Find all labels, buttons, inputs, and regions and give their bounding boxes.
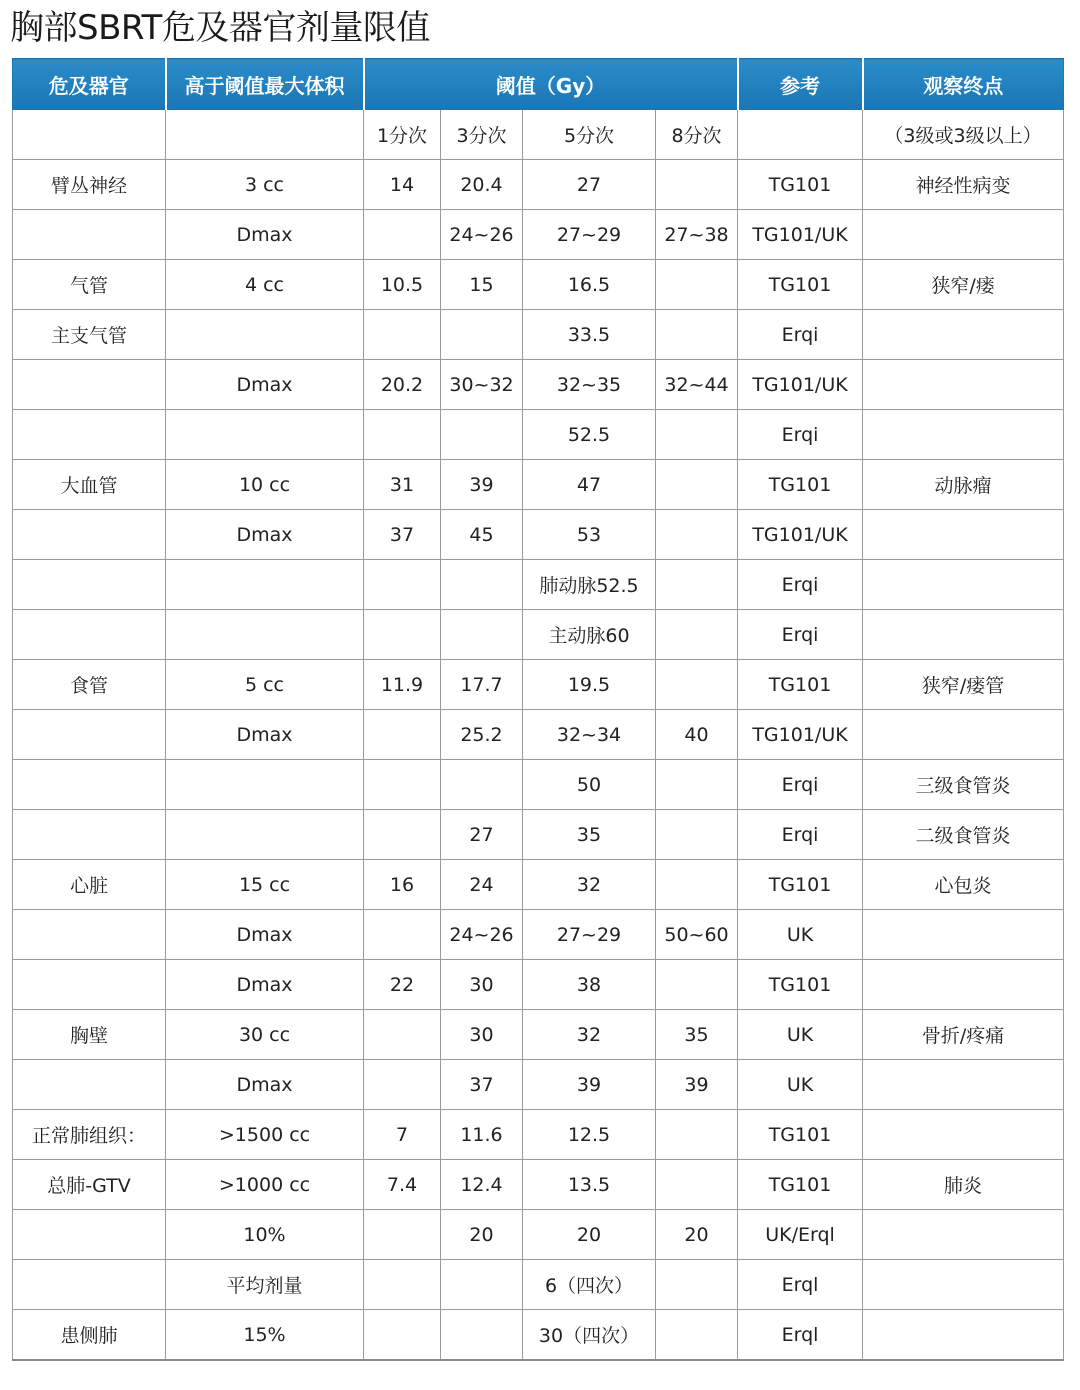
organ-cell xyxy=(13,1060,166,1110)
table-row xyxy=(13,660,1064,710)
reference-cell: UK/Erql xyxy=(738,1210,863,1260)
volume-cell: Dmax xyxy=(166,360,364,410)
dose-5-fraction-cell: 20 xyxy=(523,1210,656,1260)
dose-8-fraction-cell xyxy=(656,1110,738,1160)
dose-5-fraction-cell: 27~29 xyxy=(523,910,656,960)
dose-3-fraction-cell: 30 xyxy=(441,1010,523,1060)
organ-cell: 总肺-GTV xyxy=(13,1160,166,1210)
organ-cell: 患侧肺 xyxy=(13,1310,166,1361)
reference-cell: Erqi xyxy=(738,810,863,860)
table-row xyxy=(13,410,1064,460)
reference-cell: Erqi xyxy=(738,310,863,360)
organ-cell xyxy=(13,1260,166,1310)
reference-cell: TG101/UK xyxy=(738,360,863,410)
volume-cell xyxy=(166,310,364,360)
volume-cell: 10% xyxy=(166,1210,364,1260)
dose-3-fraction-cell: 37 xyxy=(441,1060,523,1110)
dose-1-fraction-cell: 16 xyxy=(364,860,441,910)
endpoint-cell xyxy=(863,560,1064,610)
dose-8-fraction-cell xyxy=(656,660,738,710)
dose-3-fraction-cell xyxy=(441,310,523,360)
dose-3-fraction-cell: 17.7 xyxy=(441,660,523,710)
dose-3-fraction-cell: 24 xyxy=(441,860,523,910)
dose-1-fraction-cell xyxy=(364,560,441,610)
organ-cell xyxy=(13,510,166,560)
table-row xyxy=(13,1110,1064,1160)
dose-5-fraction-cell: 12.5 xyxy=(523,1110,656,1160)
reference-cell: UK xyxy=(738,1060,863,1110)
organ-cell xyxy=(13,1210,166,1260)
reference-cell: Erqi xyxy=(738,410,863,460)
dose-3-fraction-cell: 20.4 xyxy=(441,160,523,210)
dose-8-fraction-cell: 20 xyxy=(656,1210,738,1260)
volume-cell: 30 cc xyxy=(166,1010,364,1060)
dose-1-fraction-cell: 37 xyxy=(364,510,441,560)
organ-cell xyxy=(13,910,166,960)
dose-1-fraction-cell xyxy=(364,1060,441,1110)
volume-cell: 4 cc xyxy=(166,260,364,310)
table-row xyxy=(13,1010,1064,1060)
reference-cell: TG101 xyxy=(738,1160,863,1210)
organ-cell xyxy=(13,560,166,610)
reference-cell: Erql xyxy=(738,1310,863,1361)
dose-1-fraction-cell xyxy=(364,210,441,260)
endpoint-cell xyxy=(863,1310,1064,1361)
dose-3-fraction-cell xyxy=(441,1260,523,1310)
organ-cell xyxy=(13,760,166,810)
dose-3-fraction-cell: 30~32 xyxy=(441,360,523,410)
endpoint-cell xyxy=(863,1210,1064,1260)
organ-cell xyxy=(13,960,166,1010)
dose-1-fraction-cell xyxy=(364,610,441,660)
organ-cell: 主支气管 xyxy=(13,310,166,360)
table-row xyxy=(13,1260,1064,1310)
dose-5-fraction-cell: 13.5 xyxy=(523,1160,656,1210)
volume-cell: >1000 cc xyxy=(166,1160,364,1210)
dose-3-fraction-cell: 24~26 xyxy=(441,210,523,260)
dose-1-fraction-cell: 7.4 xyxy=(364,1160,441,1210)
endpoint-cell xyxy=(863,410,1064,460)
reference-cell: TG101/UK xyxy=(738,210,863,260)
dose-3-fraction-cell: 20 xyxy=(441,1210,523,1260)
endpoint-cell: 神经性病变 xyxy=(863,160,1064,210)
endpoint-cell xyxy=(863,710,1064,760)
endpoint-cell xyxy=(863,1260,1064,1310)
endpoint-cell xyxy=(863,610,1064,660)
dose-8-fraction-cell: 32~44 xyxy=(656,360,738,410)
volume-cell: >1500 cc xyxy=(166,1110,364,1160)
volume-cell xyxy=(166,610,364,660)
dose-5-fraction-cell: 27 xyxy=(523,160,656,210)
dose-8-fraction-cell xyxy=(656,610,738,660)
reference-cell: TG101 xyxy=(738,860,863,910)
endpoint-cell xyxy=(863,360,1064,410)
reference-cell: TG101 xyxy=(738,460,863,510)
reference-cell: TG101 xyxy=(738,160,863,210)
organ-cell: 正常肺组织： xyxy=(13,1110,166,1160)
reference-cell: Erql xyxy=(738,1260,863,1310)
dose-8-fraction-cell xyxy=(656,760,738,810)
dose-3-fraction-cell: 12.4 xyxy=(441,1160,523,1210)
table-row xyxy=(13,860,1064,910)
endpoint-cell xyxy=(863,310,1064,360)
dose-1-fraction-cell: 10.5 xyxy=(364,260,441,310)
endpoint-cell: 动脉瘤 xyxy=(863,460,1064,510)
table-row xyxy=(13,960,1064,1010)
table-row xyxy=(13,510,1064,560)
volume-cell: Dmax xyxy=(166,710,364,760)
dose-8-fraction-cell xyxy=(656,460,738,510)
table-row xyxy=(13,710,1064,760)
dose-3-fraction-cell xyxy=(441,760,523,810)
volume-cell xyxy=(166,410,364,460)
reference-cell: Erqi xyxy=(738,560,863,610)
dose-5-fraction-cell: 50 xyxy=(523,760,656,810)
dose-5-fraction-cell: 5分次 xyxy=(523,110,656,160)
dose-1-fraction-cell: 22 xyxy=(364,960,441,1010)
dose-1-fraction-cell: 11.9 xyxy=(364,660,441,710)
table-row xyxy=(13,560,1064,610)
dose-8-fraction-cell: 35 xyxy=(656,1010,738,1060)
organ-cell: 大血管 xyxy=(13,460,166,510)
dose-1-fraction-cell xyxy=(364,760,441,810)
table-row xyxy=(13,310,1064,360)
volume-cell xyxy=(166,760,364,810)
organ-cell xyxy=(13,210,166,260)
dose-5-fraction-cell: 32 xyxy=(523,1010,656,1060)
organ-cell xyxy=(13,410,166,460)
endpoint-cell xyxy=(863,1060,1064,1110)
dose-3-fraction-cell xyxy=(441,560,523,610)
dose-8-fraction-cell: 50~60 xyxy=(656,910,738,960)
organ-cell: 胸壁 xyxy=(13,1010,166,1060)
dose-1-fraction-cell: 20.2 xyxy=(364,360,441,410)
table-row xyxy=(13,910,1064,960)
dose-limit-table xyxy=(12,58,1064,1361)
reference-cell: UK xyxy=(738,1010,863,1060)
dose-8-fraction-cell xyxy=(656,1160,738,1210)
table-row xyxy=(13,160,1064,210)
table-row xyxy=(13,1060,1064,1110)
dose-5-fraction-cell: 30（四次） xyxy=(523,1310,656,1361)
dose-5-fraction-cell: 32 xyxy=(523,860,656,910)
endpoint-cell: 心包炎 xyxy=(863,860,1064,910)
dose-8-fraction-cell xyxy=(656,860,738,910)
reference-cell: TG101 xyxy=(738,660,863,710)
dose-5-fraction-cell: 6（四次） xyxy=(523,1260,656,1310)
reference-cell: Erqi xyxy=(738,760,863,810)
dose-3-fraction-cell xyxy=(441,410,523,460)
dose-3-fraction-cell: 39 xyxy=(441,460,523,510)
reference-cell: TG101/UK xyxy=(738,710,863,760)
dose-5-fraction-cell: 39 xyxy=(523,1060,656,1110)
dose-5-fraction-cell: 52.5 xyxy=(523,410,656,460)
dose-3-fraction-cell: 24~26 xyxy=(441,910,523,960)
endpoint-cell: 二级食管炎 xyxy=(863,810,1064,860)
dose-5-fraction-cell: 主动脉60 xyxy=(523,610,656,660)
organ-cell xyxy=(13,710,166,760)
dose-1-fraction-cell xyxy=(364,710,441,760)
reference-cell: TG101 xyxy=(738,260,863,310)
dose-1-fraction-cell xyxy=(364,1310,441,1361)
endpoint-cell: 狭窄/瘘 xyxy=(863,260,1064,310)
table-row xyxy=(13,460,1064,510)
table-body xyxy=(13,110,1064,1361)
reference-cell: TG101 xyxy=(738,1110,863,1160)
dose-8-fraction-cell xyxy=(656,260,738,310)
dose-8-fraction-cell: 39 xyxy=(656,1060,738,1110)
endpoint-cell: （3级或3级以上） xyxy=(863,110,1064,160)
dose-1-fraction-cell xyxy=(364,1260,441,1310)
dose-3-fraction-cell: 15 xyxy=(441,260,523,310)
dose-8-fraction-cell xyxy=(656,1260,738,1310)
dose-8-fraction-cell: 8分次 xyxy=(656,110,738,160)
organ-cell xyxy=(13,110,166,160)
header-endpoint: 观察终点 xyxy=(863,59,1064,110)
table-row xyxy=(13,360,1064,410)
dose-1-fraction-cell: 31 xyxy=(364,460,441,510)
reference-cell: TG101/UK xyxy=(738,510,863,560)
table-row xyxy=(13,1160,1064,1210)
dose-3-fraction-cell: 3分次 xyxy=(441,110,523,160)
organ-cell xyxy=(13,610,166,660)
volume-cell xyxy=(166,110,364,160)
volume-cell: Dmax xyxy=(166,960,364,1010)
reference-cell xyxy=(738,110,863,160)
dose-3-fraction-cell: 27 xyxy=(441,810,523,860)
dose-8-fraction-cell xyxy=(656,410,738,460)
endpoint-cell: 三级食管炎 xyxy=(863,760,1064,810)
volume-cell: Dmax xyxy=(166,210,364,260)
dose-1-fraction-cell xyxy=(364,1010,441,1060)
dose-5-fraction-cell: 27~29 xyxy=(523,210,656,260)
reference-cell: UK xyxy=(738,910,863,960)
table-row xyxy=(13,260,1064,310)
organ-cell: 心脏 xyxy=(13,860,166,910)
table-row xyxy=(13,210,1064,260)
table-row xyxy=(13,610,1064,660)
page-title: 胸部SBRT危及器官剂量限值 xyxy=(10,8,430,48)
dose-1-fraction-cell xyxy=(364,410,441,460)
dose-8-fraction-cell xyxy=(656,560,738,610)
dose-8-fraction-cell xyxy=(656,1310,738,1361)
volume-cell: 15 cc xyxy=(166,860,364,910)
dose-5-fraction-cell: 35 xyxy=(523,810,656,860)
reference-cell: Erqi xyxy=(738,610,863,660)
dose-3-fraction-cell: 45 xyxy=(441,510,523,560)
endpoint-cell: 狭窄/瘘管 xyxy=(863,660,1064,710)
reference-cell: TG101 xyxy=(738,960,863,1010)
dose-1-fraction-cell xyxy=(364,1210,441,1260)
dose-8-fraction-cell xyxy=(656,510,738,560)
dose-1-fraction-cell: 1分次 xyxy=(364,110,441,160)
dose-5-fraction-cell: 53 xyxy=(523,510,656,560)
dose-8-fraction-cell: 27~38 xyxy=(656,210,738,260)
dose-5-fraction-cell: 38 xyxy=(523,960,656,1010)
dose-3-fraction-cell: 30 xyxy=(441,960,523,1010)
dose-3-fraction-cell xyxy=(441,1310,523,1361)
endpoint-cell xyxy=(863,210,1064,260)
volume-cell: 平均剂量 xyxy=(166,1260,364,1310)
header-organ: 危及器官 xyxy=(13,59,166,110)
volume-cell xyxy=(166,560,364,610)
table-row xyxy=(13,810,1064,860)
volume-cell: 15% xyxy=(166,1310,364,1361)
dose-5-fraction-cell: 肺动脉52.5 xyxy=(523,560,656,610)
dose-5-fraction-cell: 33.5 xyxy=(523,310,656,360)
dose-3-fraction-cell: 11.6 xyxy=(441,1110,523,1160)
organ-cell: 臂丛神经 xyxy=(13,160,166,210)
table-row xyxy=(13,760,1064,810)
volume-cell: 10 cc xyxy=(166,460,364,510)
endpoint-cell: 肺炎 xyxy=(863,1160,1064,1210)
dose-3-fraction-cell xyxy=(441,610,523,660)
endpoint-cell xyxy=(863,1110,1064,1160)
endpoint-cell xyxy=(863,910,1064,960)
dose-8-fraction-cell xyxy=(656,810,738,860)
volume-cell: Dmax xyxy=(166,1060,364,1110)
dose-5-fraction-cell: 47 xyxy=(523,460,656,510)
table-row xyxy=(13,1310,1064,1361)
dose-8-fraction-cell: 40 xyxy=(656,710,738,760)
dose-5-fraction-cell: 16.5 xyxy=(523,260,656,310)
volume-cell: 3 cc xyxy=(166,160,364,210)
endpoint-cell xyxy=(863,960,1064,1010)
dose-1-fraction-cell: 14 xyxy=(364,160,441,210)
organ-cell xyxy=(13,810,166,860)
volume-cell: 5 cc xyxy=(166,660,364,710)
header-reference: 参考 xyxy=(738,59,863,110)
header-volume: 高于阈值最大体积 xyxy=(166,59,364,110)
dose-8-fraction-cell xyxy=(656,160,738,210)
dose-5-fraction-cell: 32~35 xyxy=(523,360,656,410)
dose-5-fraction-cell: 32~34 xyxy=(523,710,656,760)
header-threshold: 阈值（Gy） xyxy=(364,59,738,110)
dose-1-fraction-cell xyxy=(364,310,441,360)
endpoint-cell xyxy=(863,510,1064,560)
dose-8-fraction-cell xyxy=(656,960,738,1010)
table-row xyxy=(13,110,1064,160)
dose-3-fraction-cell: 25.2 xyxy=(441,710,523,760)
table-header-row xyxy=(13,59,1064,110)
organ-cell: 食管 xyxy=(13,660,166,710)
organ-cell: 气管 xyxy=(13,260,166,310)
table-row xyxy=(13,1210,1064,1260)
volume-cell xyxy=(166,810,364,860)
dose-1-fraction-cell xyxy=(364,910,441,960)
dose-1-fraction-cell: 7 xyxy=(364,1110,441,1160)
volume-cell: Dmax xyxy=(166,910,364,960)
dose-5-fraction-cell: 19.5 xyxy=(523,660,656,710)
endpoint-cell: 骨折/疼痛 xyxy=(863,1010,1064,1060)
volume-cell: Dmax xyxy=(166,510,364,560)
dose-8-fraction-cell xyxy=(656,310,738,360)
dose-1-fraction-cell xyxy=(364,810,441,860)
organ-cell xyxy=(13,360,166,410)
